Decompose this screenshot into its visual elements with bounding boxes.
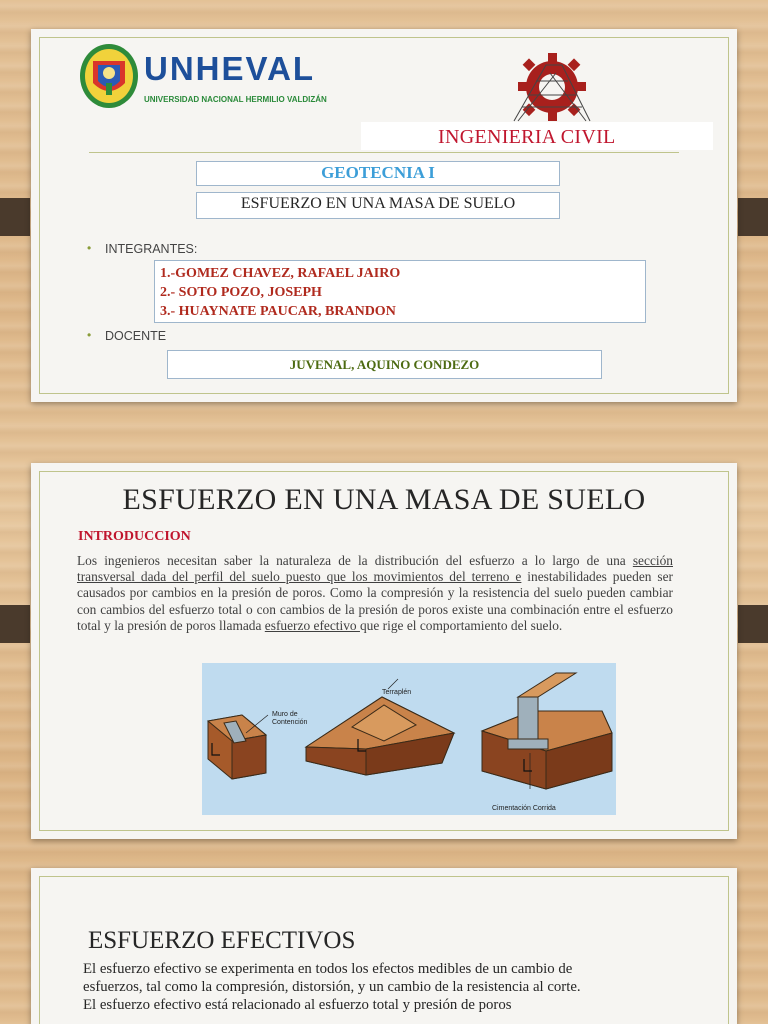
course-title: GEOTECNIA I (321, 163, 435, 182)
footing-block (482, 673, 612, 789)
effective-stress-line-1: El esfuerzo efectivo se experimenta en todos los efectos medibles de un cambio de (83, 961, 573, 977)
engineering-gear-logo-icon (506, 45, 598, 127)
header-divider (89, 152, 679, 153)
intro-underlined-2: esfuerzo efectivo (264, 617, 360, 633)
retaining-wall-block (208, 715, 266, 779)
bullet-integrantes: • (87, 241, 92, 255)
slide-title: ESFUERZO EN UNA MASA DE SUELO (122, 483, 646, 516)
intro-text-3: que rige el comportamiento del suelo. (359, 617, 563, 633)
slide-title: ESFUERZO EFECTIVOS (88, 927, 356, 954)
teacher-label: DOCENTE (105, 329, 167, 343)
effective-stress-line-2: esfuerzos, tal como la compresión, distorsión, y un cambio de la resistencia al corte. (83, 979, 581, 995)
member-1: 1.-GOMEZ CHAVEZ, RAFAEL JAIRO (160, 266, 401, 281)
university-short-name: UNHEVAL (144, 50, 316, 87)
slide-tab-right-1 (738, 198, 768, 236)
section-subtitle: INTRODUCCION (78, 529, 191, 544)
slide-tab-left-1 (0, 198, 30, 236)
slide-introduction (31, 463, 737, 839)
university-seal-icon (79, 43, 139, 109)
slide-cover (31, 29, 737, 402)
teacher-name: JUVENAL, AQUINO CONDEZO (289, 357, 480, 372)
topic-title: ESFUERZO EN UNA MASA DE SUELO (240, 195, 516, 212)
soil-structures-drawing (202, 663, 616, 815)
label-strip-footing: Cimentación Corrida (492, 805, 556, 812)
intro-text-1: Los ingenieros necesitan saber la naturaleza de la distribución del esfuerzo a lo largo de una (77, 553, 633, 568)
intro-underlined-1: sección transversal dada del perfil del suelo puesto que los movimientos del terreno e (77, 553, 673, 585)
intro-paragraph (77, 553, 673, 634)
member-3: 3.- HUAYNATE PAUCAR, BRANDON (160, 304, 396, 319)
bullet-docente: • (87, 328, 92, 342)
soil-structures-figure (202, 663, 616, 815)
university-full-name: UNIVERSIDAD NACIONAL HERMILIO VALDIZÁN (144, 95, 327, 104)
label-retaining-wall: Muro de Contención (272, 711, 308, 726)
label-embankment: Terraplén (382, 689, 412, 696)
slide-effective-stress (31, 868, 737, 1024)
faculty-title: INGENIERIA CIVIL (438, 126, 616, 148)
effective-stress-line-3: El esfuerzo efectivo está relacionado al esfuerzo total y presión de poros (83, 997, 512, 1013)
slide-tab-right-2 (738, 605, 768, 643)
member-2: 2.- SOTO POZO, JOSEPH (160, 285, 322, 300)
embankment-block (306, 697, 454, 775)
intro-text-2: inestabilidades pueden ser causados por cambios en la presión de poros. Como la compresión y la resistencia del suelo pueden cambiar con cambios del esfuerzo total o con cambios de la presión de poros existe una combinación entre el esfuerzo total y la presión de poros llamada (77, 569, 673, 633)
members-label: INTEGRANTES: (105, 242, 198, 256)
slide-tab-left-2 (0, 605, 30, 643)
